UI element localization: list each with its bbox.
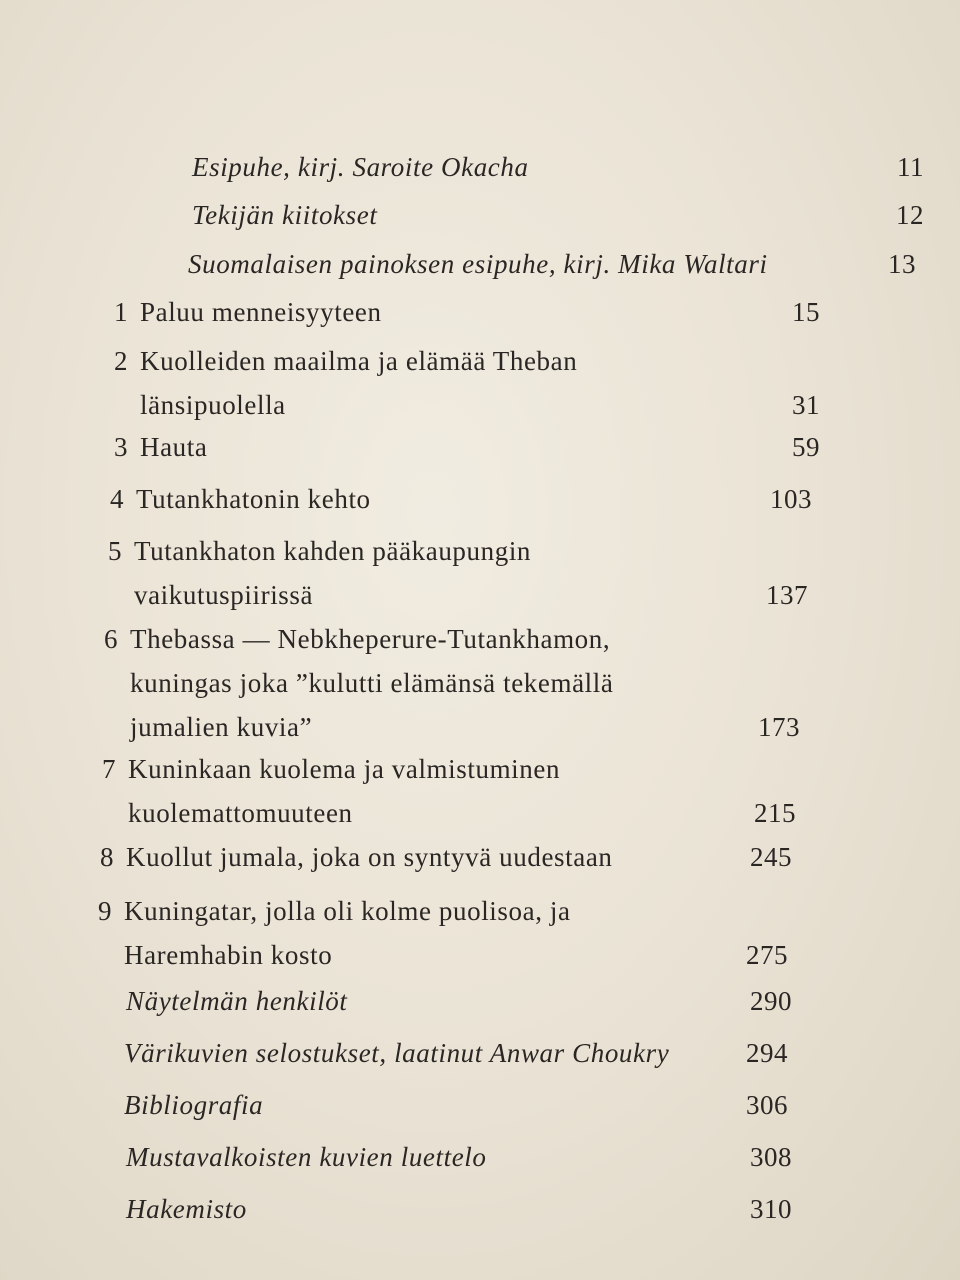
page-number: 173 [758, 712, 800, 742]
entry-title-line: Tutankhatonin kehto [136, 484, 371, 514]
entry-title-line: jumalien kuvia” [130, 712, 313, 742]
entry-title-line: Näytelmän henkilöt [126, 986, 348, 1016]
chapter-number: 3 [114, 432, 128, 462]
page-number: 13 [888, 249, 916, 279]
entry-title-line: Kuninkaan kuolema ja valmistuminen [128, 754, 561, 784]
chapter-number: 6 [104, 624, 118, 654]
page-number: 12 [896, 200, 924, 230]
page-number: 215 [754, 798, 796, 828]
entry-title-line: kuolemattomuuteen [128, 798, 353, 828]
entry-title-line: vaikutuspiirissä [134, 580, 314, 610]
entry-title-line: Hakemisto [126, 1194, 247, 1224]
chapter-number: 8 [100, 842, 114, 872]
page-number: 31 [792, 390, 820, 420]
entry-title-line: Esipuhe, kirj. Saroite Okacha [192, 152, 529, 182]
entry-title-line: Kuningatar, jolla oli kolme puolisoa, ja [124, 896, 571, 926]
page-number: 137 [766, 580, 808, 610]
entry-title-line: Värikuvien selostukset, laatinut Anwar Choukry [124, 1038, 670, 1068]
entry-title-line: Suomalaisen painoksen esipuhe, kirj. Mika Waltari [188, 249, 768, 279]
chapter-number: 9 [98, 896, 112, 926]
entry-title-line: Kuollut jumala, joka on syntyvä uudestaan [126, 842, 613, 872]
chapter-number: 1 [114, 297, 128, 327]
page-number: 59 [792, 432, 820, 462]
page-number: 310 [750, 1194, 792, 1224]
entry-title-line: Kuolleiden maailma ja elämää Theban [140, 346, 578, 376]
page-number: 290 [750, 986, 792, 1016]
entry-title-line: Thebassa — Nebkheperure-Tutankhamon, [130, 624, 611, 654]
chapter-number: 5 [108, 536, 122, 566]
entry-title-line: Haremhabin kosto [124, 940, 333, 970]
page-number: 11 [897, 152, 924, 182]
page-number: 245 [750, 842, 792, 872]
entry-title-line: Tekijän kiitokset [192, 200, 378, 230]
page-number: 15 [792, 297, 820, 327]
entry-title-line: kuningas joka ”kulutti elämänsä tekemällä [130, 668, 614, 698]
page-number: 103 [770, 484, 812, 514]
entry-title-line: Bibliografia [124, 1090, 264, 1120]
entry-title-line: Paluu menneisyyteen [140, 297, 382, 327]
chapter-number: 4 [110, 484, 124, 514]
page-number: 306 [746, 1090, 788, 1120]
page-number: 294 [746, 1038, 788, 1068]
entry-title-line: Mustavalkoisten kuvien luettelo [126, 1142, 487, 1172]
page-number: 275 [746, 940, 788, 970]
chapter-number: 2 [114, 346, 128, 376]
entry-title-line: länsipuolella [140, 390, 286, 420]
chapter-number: 7 [102, 754, 116, 784]
entry-title-line: Tutankhaton kahden pääkaupungin [134, 536, 532, 566]
page-number: 308 [750, 1142, 792, 1172]
entry-title-line: Hauta [140, 432, 208, 462]
